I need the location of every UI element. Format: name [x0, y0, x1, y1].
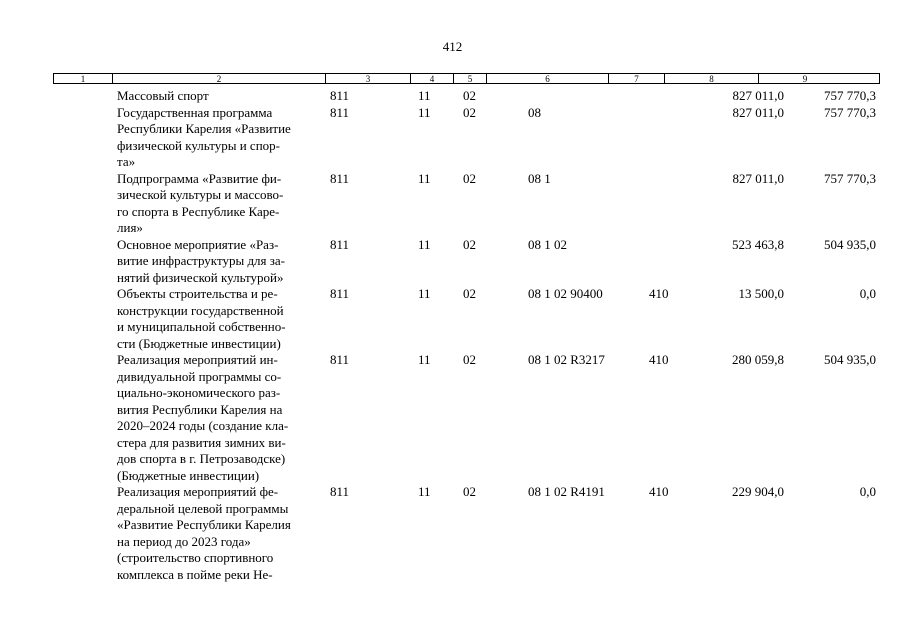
row-name: Реализация мероприятий ин- дивидуальной программы со- циально-экономического раз- вития Республики Карелия на 2020–2024 годы (создание кла- стера для развития зимних ви- дов спорта в г. Петрозаводске) (Бюджетные инвестиции): [117, 352, 289, 483]
row-name: Массовый спорт: [117, 88, 209, 103]
page-number: 412: [442, 39, 463, 54]
row-cell-4: 11: [418, 236, 431, 252]
row-cell-4: 11: [418, 286, 431, 301]
row-cell-6: 08 1 02 R4191: [528, 484, 605, 499]
header-col-9: 9: [802, 74, 808, 84]
table-row: [0, 286, 905, 352]
row-name: Объекты строительства и ре- конструкции государственной и муниципальной собственно- сти (Бюджетные инвестиции): [117, 286, 286, 351]
row-cell-8: 827 011,0: [732, 88, 784, 103]
row-cell-5: 02: [463, 286, 476, 301]
table-row: [0, 484, 905, 583]
row-name: Подпрограмма «Развитие фи- зической культуры и массово- го спорта в Республике Каре- лия»: [117, 170, 284, 235]
table-body: [0, 88, 905, 583]
row-cell-4: 11: [418, 104, 431, 120]
row-cell-8: 827 011,0: [732, 170, 784, 186]
row-cell-9: 504 935,0: [824, 352, 876, 367]
row-cell-3: 811: [330, 88, 350, 103]
row-cell-7: 410: [649, 352, 669, 367]
table-row: [0, 105, 905, 171]
row-cell-8: 13 500,0: [738, 286, 784, 301]
row-cell-5: 02: [463, 104, 476, 120]
row-cell-9: 757 770,3: [824, 170, 876, 186]
table-row: [0, 352, 905, 484]
table-row: [0, 171, 905, 237]
row-cell-9: 757 770,3: [824, 104, 876, 120]
row-cell-4: 11: [418, 170, 431, 186]
row-cell-5: 02: [463, 88, 476, 103]
row-cell-9: 757 770,3: [824, 88, 876, 103]
header-col-2: 2: [113, 74, 326, 83]
row-cell-3: 811: [330, 286, 350, 301]
row-cell-5: 02: [463, 236, 476, 252]
header-col-4: 4: [411, 74, 454, 83]
row-cell-7: 410: [649, 484, 669, 499]
header-col-6: 6: [487, 74, 609, 83]
row-cell-7: 410: [649, 286, 669, 301]
row-name: Реализация мероприятий фе- деральной целевой программы «Развитие Республики Карелия на период до 2023 года» (строительство спортивного комплекса в пойме реки Не-: [117, 484, 291, 582]
row-cell-6: 08 1 02 R3217: [528, 352, 605, 367]
table-row: [0, 237, 905, 287]
row-cell-4: 11: [418, 88, 431, 103]
row-cell-9: 504 935,0: [824, 236, 876, 252]
row-cell-6: 08 1 02 90400: [528, 286, 603, 301]
row-cell-5: 02: [463, 170, 476, 186]
row-cell-3: 811: [330, 484, 350, 499]
row-cell-5: 02: [463, 352, 476, 367]
row-cell-6: 08 1: [528, 170, 551, 186]
table-row: [0, 88, 905, 105]
row-cell-5: 02: [463, 484, 476, 499]
row-cell-6: 08 1 02: [528, 236, 567, 252]
header-col-5: 5: [454, 74, 487, 83]
header-col-7: 7: [609, 74, 665, 83]
header-col-8: 8: [665, 74, 759, 83]
row-cell-6: 08: [528, 104, 541, 120]
row-cell-9: 0,0: [859, 484, 876, 499]
row-name: Государственная программа Республики Карелия «Развитие физической культуры и спор- та»: [117, 104, 291, 169]
row-cell-3: 811: [330, 352, 350, 367]
row-cell-3: 811: [330, 170, 350, 186]
row-cell-4: 11: [418, 352, 431, 367]
header-col-1: 1: [54, 74, 113, 83]
row-cell-3: 811: [330, 236, 350, 252]
row-cell-8: 280 059,8: [732, 352, 784, 367]
row-cell-9: 0,0: [859, 286, 876, 301]
row-cell-3: 811: [330, 104, 350, 120]
row-cell-4: 11: [418, 484, 431, 499]
row-cell-8: 827 011,0: [732, 104, 784, 120]
header-col-3: 3: [326, 74, 411, 83]
row-name: Основное мероприятие «Раз- витие инфраструктуры для за- нятий физической культурой»: [117, 236, 286, 285]
row-cell-8: 229 904,0: [732, 484, 784, 499]
row-cell-8: 523 463,8: [732, 236, 784, 252]
table-header: [53, 73, 880, 84]
